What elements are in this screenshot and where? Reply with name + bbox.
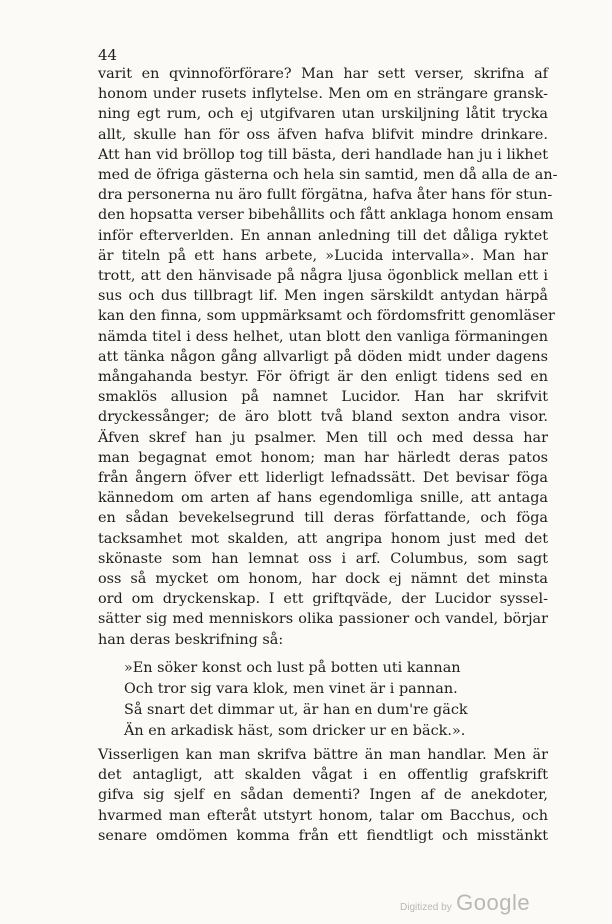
text-line: den hopsatta verser bibehållits och fått anklaga honom ensam [98, 207, 554, 224]
text-line: sus och dus tillbragt lif. Men ingen särskildt antydan härpå [98, 288, 548, 305]
poem-quote [124, 658, 468, 742]
google-logo-text: Google [456, 890, 531, 915]
text-line: Att han vid bröllop tog till bästa, deri handlade han ju i likhet [98, 146, 548, 163]
text-line: skönaste som han lemnat oss i arf. Columbus, som sagt [98, 550, 548, 567]
digitized-watermark [400, 890, 530, 916]
text-line: från ångern öfver ett liderligt lefnadssätt. Det bevisar föga [98, 470, 548, 487]
text-line: Visserligen kan man skrifva bättre än man handlar. Men är [98, 747, 548, 763]
text-line: ord om dryckenskap. I ett griftqväde, der Lucidor syssel- [98, 591, 548, 608]
text-line: han deras beskrifning så: [98, 631, 284, 648]
paragraph-1 [98, 64, 558, 650]
text-line: Äfven skref han ju psalmer. Men till och med dessa har [98, 429, 548, 446]
text-line: oss så mycket om honom, har dock ej nämnt det minsta [98, 571, 548, 588]
text-line: smaklös allusion på namnet Lucidor. Han har skrifvit [98, 389, 548, 406]
text-line: kan den finna, som uppmärksamt och fördomsfritt genomläser [98, 308, 555, 325]
paragraph-2 [98, 745, 548, 846]
text-line: senare omdömen komma från ett fiendtligt och misstänkt [98, 827, 548, 844]
text-line: dra personerna nu äro fullt förgätna, hafva åter hans för stun- [98, 187, 553, 204]
text-line: kännedom om arten af hans egendomliga snille, att antaga [98, 490, 548, 507]
text-line: en sådan bevekelsegrund till deras författande, och föga [98, 510, 548, 527]
text-line: man begagnat emot honom; man har härledt deras patos [98, 449, 548, 466]
text-line: honom under rusets inflytelse. Men om en strängare gransk- [98, 86, 548, 103]
text-line: gifva sig sjelf en sådan dementi? Ingen af de anekdoter, [98, 787, 548, 804]
text-line: allt, skulle han för oss äfven hafva blifvit mindre drinkare. [98, 126, 548, 143]
text-line: inför efterverlden. En annan anledning till det dåliga ryktet [98, 227, 548, 244]
poem-line: Än en arkadisk häst, som dricker ur en bäck.». [124, 723, 466, 739]
text-line: mångahanda bestyr. För öfrigt är den enligt tidens sed en [98, 369, 548, 386]
text-line: tacksamhet mot skalden, att angripa honom just med det [98, 530, 548, 547]
text-line: är titeln på ett hans arbete, »Lucida intervalla». Man har [98, 247, 548, 264]
text-line: att tänka någon gång allvarligt på döden midt under dagens [98, 348, 548, 365]
text-line: dryckessånger; de äro blott två bland sexton andra visor. [98, 409, 548, 426]
text-line: varit en qvinnoförförare? Man har sett verser, skrifna af [98, 66, 548, 82]
text-line: ning egt rum, och ej utgifvaren utan urskiljning låtit trycka [98, 106, 548, 123]
poem-line: »En söker konst och lust på botten uti kannan [124, 660, 461, 676]
text-line: nämda titel i dess helhet, utan blott den vanliga förmaningen [98, 328, 548, 345]
text-line: med de öfriga gästerna och hela sin samtid, men då alla de an- [98, 167, 558, 184]
text-line: hvarmed man efteråt utstyrt honom, talar om Bacchus, och [98, 807, 548, 824]
text-line: sätter sig med menniskors olika passioner och vandel, börjar [98, 611, 548, 628]
page-number: 44 [98, 46, 118, 64]
watermark-prefix: Digitized by [400, 902, 452, 913]
text-line: trott, att den hänvisade på några ljusa ögonblick mellan ett i [98, 268, 548, 285]
text-line: det antagligt, att skalden vågat i en offentlig grafskrift [98, 767, 548, 784]
poem-line: Och tror sig vara klok, men vinet är i pannan. [124, 681, 458, 697]
poem-line: Så snart det dimmar ut, är han en dum're gäck [124, 702, 468, 718]
